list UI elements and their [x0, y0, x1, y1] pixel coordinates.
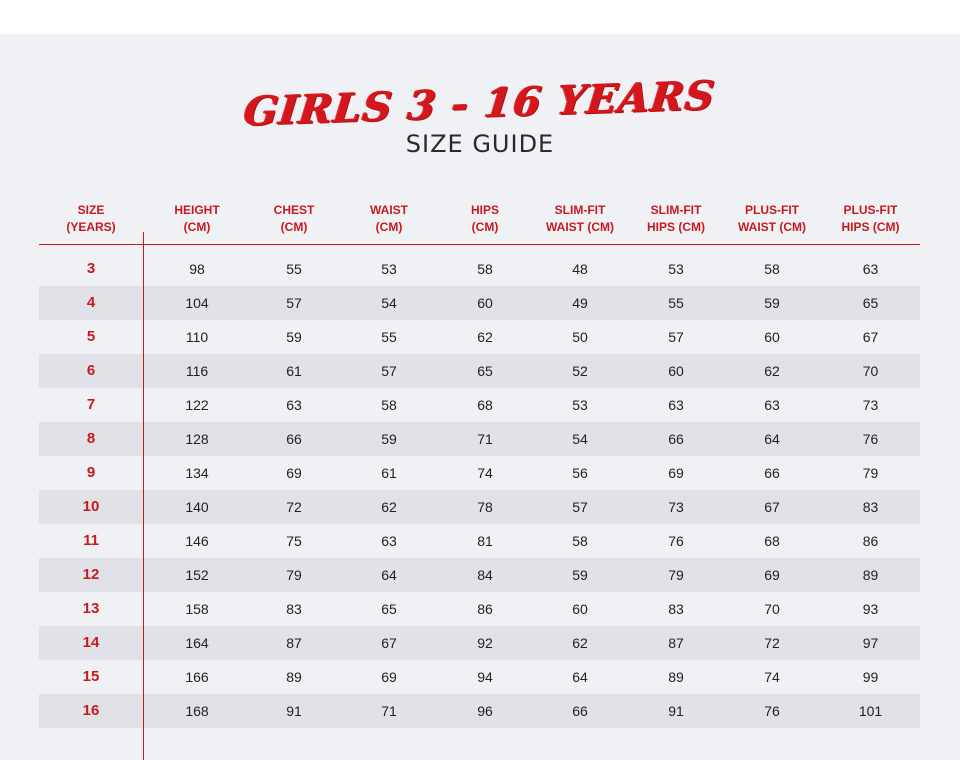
size-column-divider [143, 232, 144, 760]
cell-height: 98 [189, 261, 205, 277]
table-body [39, 252, 920, 728]
cell-height: 158 [185, 601, 209, 617]
cell-size: 16 [82, 702, 100, 719]
cell-hips: 86 [477, 601, 493, 617]
cell-slim-fit-hips: 73 [668, 499, 684, 515]
cell-chest: 87 [286, 635, 302, 651]
cell-slim-fit-hips: 87 [668, 635, 684, 651]
cell-waist: 67 [381, 635, 397, 651]
cell-hips: 68 [477, 397, 493, 413]
cell-plus-fit-hips: 83 [862, 499, 879, 515]
cell-height: 166 [185, 669, 209, 685]
table-row [39, 388, 920, 422]
cell-chest: 61 [286, 363, 302, 379]
cell-hips: 74 [477, 465, 493, 481]
cell-hips: 65 [477, 363, 493, 379]
cell-slim-fit-waist: 48 [572, 261, 588, 277]
table-row [39, 490, 920, 524]
page-title: SIZE GUIDE [405, 130, 555, 158]
cell-plus-fit-hips: 76 [862, 431, 879, 447]
cell-slim-fit-hips: 76 [668, 533, 684, 549]
cell-hips: 94 [477, 669, 493, 685]
cell-plus-fit-waist: 64 [764, 431, 780, 447]
cell-size: 8 [86, 430, 96, 447]
cell-hips: 71 [477, 431, 493, 447]
cell-plus-fit-hips: 99 [862, 669, 879, 685]
cell-slim-fit-hips: 69 [668, 465, 684, 481]
cell-slim-fit-waist: 62 [572, 635, 588, 651]
table-row [39, 660, 920, 694]
cell-chest: 66 [286, 431, 302, 447]
cell-slim-fit-hips: 60 [668, 363, 684, 379]
cell-slim-fit-waist: 49 [572, 295, 588, 311]
cell-chest: 83 [286, 601, 302, 617]
brush-title: GIRLS 3 - 16 YEARS [241, 71, 719, 136]
cell-plus-fit-hips: 97 [862, 635, 879, 651]
cell-chest: 79 [286, 567, 302, 583]
cell-size: 13 [82, 600, 100, 617]
cell-height: 146 [185, 533, 209, 549]
table-row [39, 456, 920, 490]
cell-slim-fit-hips: 91 [668, 703, 684, 719]
column-header-chest: CHEST (CM) [273, 203, 315, 234]
cell-height: 134 [185, 465, 209, 481]
cell-plus-fit-waist: 62 [764, 363, 780, 379]
cell-waist: 61 [381, 465, 397, 481]
cell-plus-fit-waist: 66 [764, 465, 780, 481]
cell-size: 10 [82, 498, 100, 515]
cell-height: 122 [185, 397, 209, 413]
cell-waist: 62 [381, 499, 397, 515]
cell-waist: 54 [381, 295, 397, 311]
cell-hips: 81 [477, 533, 493, 549]
cell-waist: 64 [381, 567, 397, 583]
cell-chest: 75 [286, 533, 302, 549]
cell-chest: 69 [286, 465, 302, 481]
table-row [39, 524, 920, 558]
cell-chest: 89 [286, 669, 302, 685]
size-guide-panel [0, 34, 960, 760]
cell-height: 116 [185, 363, 209, 379]
table-header-row [39, 194, 920, 245]
cell-hips: 62 [477, 329, 493, 345]
cell-slim-fit-waist: 52 [572, 363, 588, 379]
table-row [39, 626, 920, 660]
cell-waist: 53 [381, 261, 397, 277]
cell-slim-fit-hips: 55 [668, 295, 684, 311]
cell-slim-fit-waist: 57 [572, 499, 588, 515]
cell-waist: 69 [381, 669, 397, 685]
cell-height: 168 [185, 703, 209, 719]
cell-height: 128 [185, 431, 209, 447]
title-wrap [0, 71, 960, 136]
table-row [39, 558, 920, 592]
column-header-hips: HIPS (CM) [470, 203, 499, 234]
cell-slim-fit-waist: 53 [572, 397, 588, 413]
cell-slim-fit-waist: 64 [572, 669, 588, 685]
cell-waist: 55 [381, 329, 397, 345]
cell-slim-fit-waist: 66 [572, 703, 588, 719]
cell-plus-fit-waist: 70 [764, 601, 780, 617]
cell-chest: 72 [286, 499, 302, 515]
cell-plus-fit-hips: 86 [862, 533, 879, 549]
size-table [39, 194, 920, 728]
cell-size: 9 [86, 464, 96, 481]
cell-plus-fit-hips: 89 [862, 567, 879, 583]
cell-hips: 60 [477, 295, 493, 311]
table-row [39, 286, 920, 320]
cell-slim-fit-hips: 89 [668, 669, 684, 685]
cell-plus-fit-hips: 93 [862, 601, 879, 617]
table-row [39, 252, 920, 286]
cell-hips: 78 [477, 499, 493, 515]
cell-slim-fit-hips: 79 [668, 567, 684, 583]
cell-chest: 57 [286, 295, 302, 311]
column-header-size: SIZE (YEARS) [66, 203, 116, 234]
column-header-slim-fit-hips: SLIM-FIT HIPS (CM) [647, 203, 705, 234]
cell-slim-fit-hips: 57 [668, 329, 684, 345]
cell-plus-fit-waist: 63 [764, 397, 780, 413]
cell-hips: 92 [477, 635, 493, 651]
cell-height: 104 [185, 295, 209, 311]
cell-waist: 63 [381, 533, 397, 549]
cell-waist: 58 [381, 397, 397, 413]
column-header-slim-fit-waist: SLIM-FIT WAIST (CM) [546, 203, 614, 234]
cell-plus-fit-waist: 67 [764, 499, 780, 515]
cell-plus-fit-waist: 68 [764, 533, 780, 549]
cell-plus-fit-hips: 65 [862, 295, 879, 311]
column-header-height: HEIGHT (CM) [174, 203, 220, 234]
cell-size: 12 [82, 566, 100, 583]
cell-slim-fit-waist: 60 [572, 601, 588, 617]
cell-plus-fit-hips: 101 [858, 703, 883, 719]
column-header-plus-fit-hips: PLUS-FIT HIPS (CM) [841, 203, 900, 234]
cell-slim-fit-hips: 63 [668, 397, 684, 413]
cell-waist: 71 [381, 703, 397, 719]
cell-plus-fit-waist: 74 [764, 669, 780, 685]
cell-chest: 55 [286, 261, 302, 277]
cell-size: 6 [86, 362, 96, 379]
cell-plus-fit-hips: 73 [862, 397, 879, 413]
cell-slim-fit-waist: 58 [572, 533, 588, 549]
column-header-waist: WAIST (CM) [370, 203, 408, 234]
cell-size: 7 [86, 396, 96, 413]
cell-hips: 58 [477, 261, 493, 277]
cell-height: 140 [185, 499, 209, 515]
cell-plus-fit-hips: 67 [862, 329, 879, 345]
cell-plus-fit-hips: 79 [862, 465, 879, 481]
cell-hips: 84 [477, 567, 493, 583]
cell-hips: 96 [477, 703, 493, 719]
cell-chest: 63 [286, 397, 302, 413]
cell-plus-fit-waist: 59 [764, 295, 780, 311]
cell-plus-fit-waist: 58 [764, 261, 780, 277]
cell-size: 15 [82, 668, 100, 685]
cell-plus-fit-hips: 63 [862, 261, 879, 277]
table-row [39, 694, 920, 728]
cell-plus-fit-waist: 76 [764, 703, 780, 719]
cell-size: 11 [83, 532, 99, 549]
table-row [39, 422, 920, 456]
cell-plus-fit-hips: 70 [862, 363, 879, 379]
cell-size: 5 [86, 328, 96, 345]
cell-chest: 59 [286, 329, 302, 345]
cell-chest: 91 [286, 703, 302, 719]
cell-slim-fit-hips: 66 [668, 431, 684, 447]
cell-plus-fit-waist: 69 [764, 567, 780, 583]
cell-plus-fit-waist: 72 [764, 635, 780, 651]
cell-waist: 65 [381, 601, 397, 617]
table-row [39, 592, 920, 626]
cell-size: 4 [86, 294, 96, 311]
cell-size: 3 [86, 260, 96, 277]
column-header-plus-fit-waist: PLUS-FIT WAIST (CM) [738, 203, 806, 234]
cell-size: 14 [82, 634, 100, 651]
cell-slim-fit-waist: 54 [572, 431, 588, 447]
table-row [39, 354, 920, 388]
cell-height: 152 [185, 567, 209, 583]
cell-slim-fit-waist: 59 [572, 567, 588, 583]
table-row [39, 320, 920, 354]
cell-slim-fit-hips: 53 [668, 261, 684, 277]
cell-slim-fit-waist: 56 [572, 465, 588, 481]
cell-slim-fit-hips: 83 [668, 601, 684, 617]
cell-plus-fit-waist: 60 [764, 329, 780, 345]
cell-waist: 59 [381, 431, 397, 447]
cell-waist: 57 [381, 363, 397, 379]
cell-height: 164 [185, 635, 209, 651]
cell-height: 110 [185, 329, 209, 345]
cell-slim-fit-waist: 50 [572, 329, 588, 345]
